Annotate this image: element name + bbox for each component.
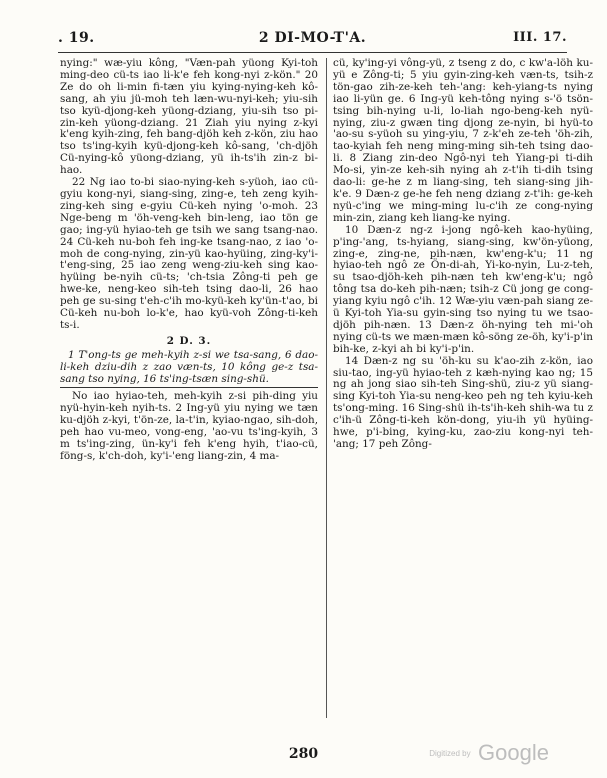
column-divider [326, 58, 327, 718]
right-paragraph-1: cü, ky'ing-yi vông-yü, z tseng z do, c kw'a-löh ku-yü e Zông-ti; 5 yiu gyin-zing-keh væn-ts, tsih-z tön-gao zih-ze-keh teh-'ang: keh-yiang-ts nying iao li-yün ge. 6 Ing-yü keh-tông nying s-'ö tsön-tsing bih-nying u-li, lo-liah ngo-beng-keh nyü-nying, ziu-z gwæn ting djong ze-nyin, bi hyü-to 'ao-su s-yüoh su ying-yiu, 7 z-k'eh ze-teh 'öh-zih, tao-kyiah feh neng ming-ming sih-teh tsing dao-li. 8 Ziang zin-deo Ngô-nyi teh Yiang-pi ti-dih Mo-si, yin-ze keh-sih nying ah z-t'ih ti-dih tsing dao-li: ge-he z m liang-sing, teh siang-sing jih-k'e. 9 Dæn-z ge-he feh neng dziang z-t'ih: ge-keh nyü-c'ing we ming-ming lu-c'ih ze cong-nying min-zin, ziang keh liang-ke nying. [333, 57, 593, 224]
header-rule [58, 52, 567, 53]
left-column [60, 58, 318, 463]
left-paragraph-3: No iao hyiao-teh, meh-kyih z-si pih-ding yiu nyü-hyin-keh nyih-ts. 2 Ing-yü yiu nying we tæn ku-djöh z-kyi, t'ön-ze, la-t'in, kyiao-ngao, sih-doh, peh hao vu-meo, vong-eng, 'ao-vu ts'ing-kyih, 3 m ts'ing-zing, ün-ky'i feh k'eng hyih, t'iao-cü, föng-s, k'ch-doh, ky'i-'eng liang-zin, 4 ma- [60, 390, 318, 462]
header-book-title: 2 DI-MO-T'A. [258, 30, 367, 46]
left-paragraph-1: nying:" wæ-yiu kông, "Væn-pah yüong Kyi-toh ming-deo cü-ts iao li-k'e feh kong-nyi z-kön." 20 Ze do oh li-min fi-tæn yiu kying-nying-keh kô-sang, ah yiu jü-moh teh læn-wu-nyi-keh; yiu-sih tso kyü-djong-keh yüong-dziang, yiu-sih tso pi-zin-keh yüong-dziang. 21 Ziah yiu nying z-kyi k'eng kyih-zing, feh bang-djöh keh z-kön, ziu hao tso ts'ing-kyih kyü-djong-keh kô-sang, 'ch-djöh Cü-nying-kô yüong-dziang, yü ih-ts'ih zin-z bi-hao. [60, 57, 318, 177]
digitized-watermark [429, 740, 549, 766]
header-chapter-ref: III. 17. [513, 30, 567, 45]
right-column [333, 58, 593, 451]
summary-rule [60, 387, 318, 388]
watermark-prefix: Digitized by [429, 748, 471, 758]
running-header [58, 30, 567, 48]
google-logo: Google [478, 740, 549, 765]
section-title: 2 D. 3. [166, 334, 212, 347]
chapter-summary: 1 T'ong-ts ge meh-kyih z-si we tsa-sang, 6 dao-li-keh dziu-dih z zao væn-ts, 10 kông ge-z tsa-sang tso nying, 16 ts'ing-tsæn sing-shü. [60, 348, 318, 385]
right-paragraph-3: 14 Dæn-z ng su 'öh-ku su k'ao-zih z-kön, iao siu-tao, ing-yü hyiao-teh z kæh-nying kao ng; 15 ng ah jong siao sih-teh Sing-shü, ziu-z yü siang-sing Kyi-toh Yia-su neng-keo peh ng teh kyiu-keh ts'ong-ming. 16 Sing-shü ih-ts'ih-keh shih-wa tu z c'ih-ü Zông-ti-keh kön-dong, yiu-ih yü hyüing-hwe, p'i-bing, kying-ku, zao-ziu kong-nyi teh-'ang; 17 peh Zông- [333, 354, 593, 450]
page-number: 280 [288, 746, 319, 762]
left-paragraph-2: 22 Ng iao to-bi siao-nying-keh s-yüoh, iao cü-gyiu kong-nyi, siang-sing, zing-e, teh zeng kyih-zing-keh sing e-gyiu Cü-keh nying 'o-moh. 23 Nge-beng m 'öh-veng-keh bin-leng, iao tön ge gao; ing-yü hyiao-teh ge tsih we sang tsang-nao. 24 Cü-keh nu-boh feh ing-ke tsang-nao, z iao 'o-moh de cong-nying, zin-yü kao-hyüing, zing-ky'i-t'eng-sing, 25 iao zeng weng-ziu-keh sing kao-hyüing be-nyih cü-ts; 'ch-tsia Zông-ti peh ge hwe-ke, neng-keo sih-teh tsing dao-li, 26 hao peh ge su-sing t'eh-c'ih mo-kyü-keh ky'ün-t'ao, bi Cü-keh nu-boh lo-k'e, hao kyü-voh Zông-ti-keh ts-i. [60, 176, 318, 331]
right-paragraph-2: 10 Dæn-z ng-z i-jong ngô-keh kao-hyüing, p'ing-'ang, ts-hyiang, siang-sing, kw'ön-yüong, zing-e, zing-ne, pih-næn, kw'eng-k'u; 11 ng hyiao-teh ngô ze Ön-di-ah, Yi-ko-nyin, Lu-z-teh, su tsao-djöh-keh pih-næn teh kw'eng-k'u; ngô tông tsa do-keh pih-næn; tsih-z Cü jong ge cong-yiang kyiu ngô c'ih. 12 Wæ-yiu væn-pah siang ze-ü Kyi-toh Yia-su gyin-sing tso nying tu we tsao-djöh pih-næn. 13 Dæn-z öh-nying teh mi-'oh nying cü-ts we mæn-mæn kô-söng ze-öh, ky'i-p'in bih-ke, z-kyi ah bi ky'i-p'in. [333, 223, 593, 355]
header-chapter-verse: . 19. [58, 30, 95, 46]
